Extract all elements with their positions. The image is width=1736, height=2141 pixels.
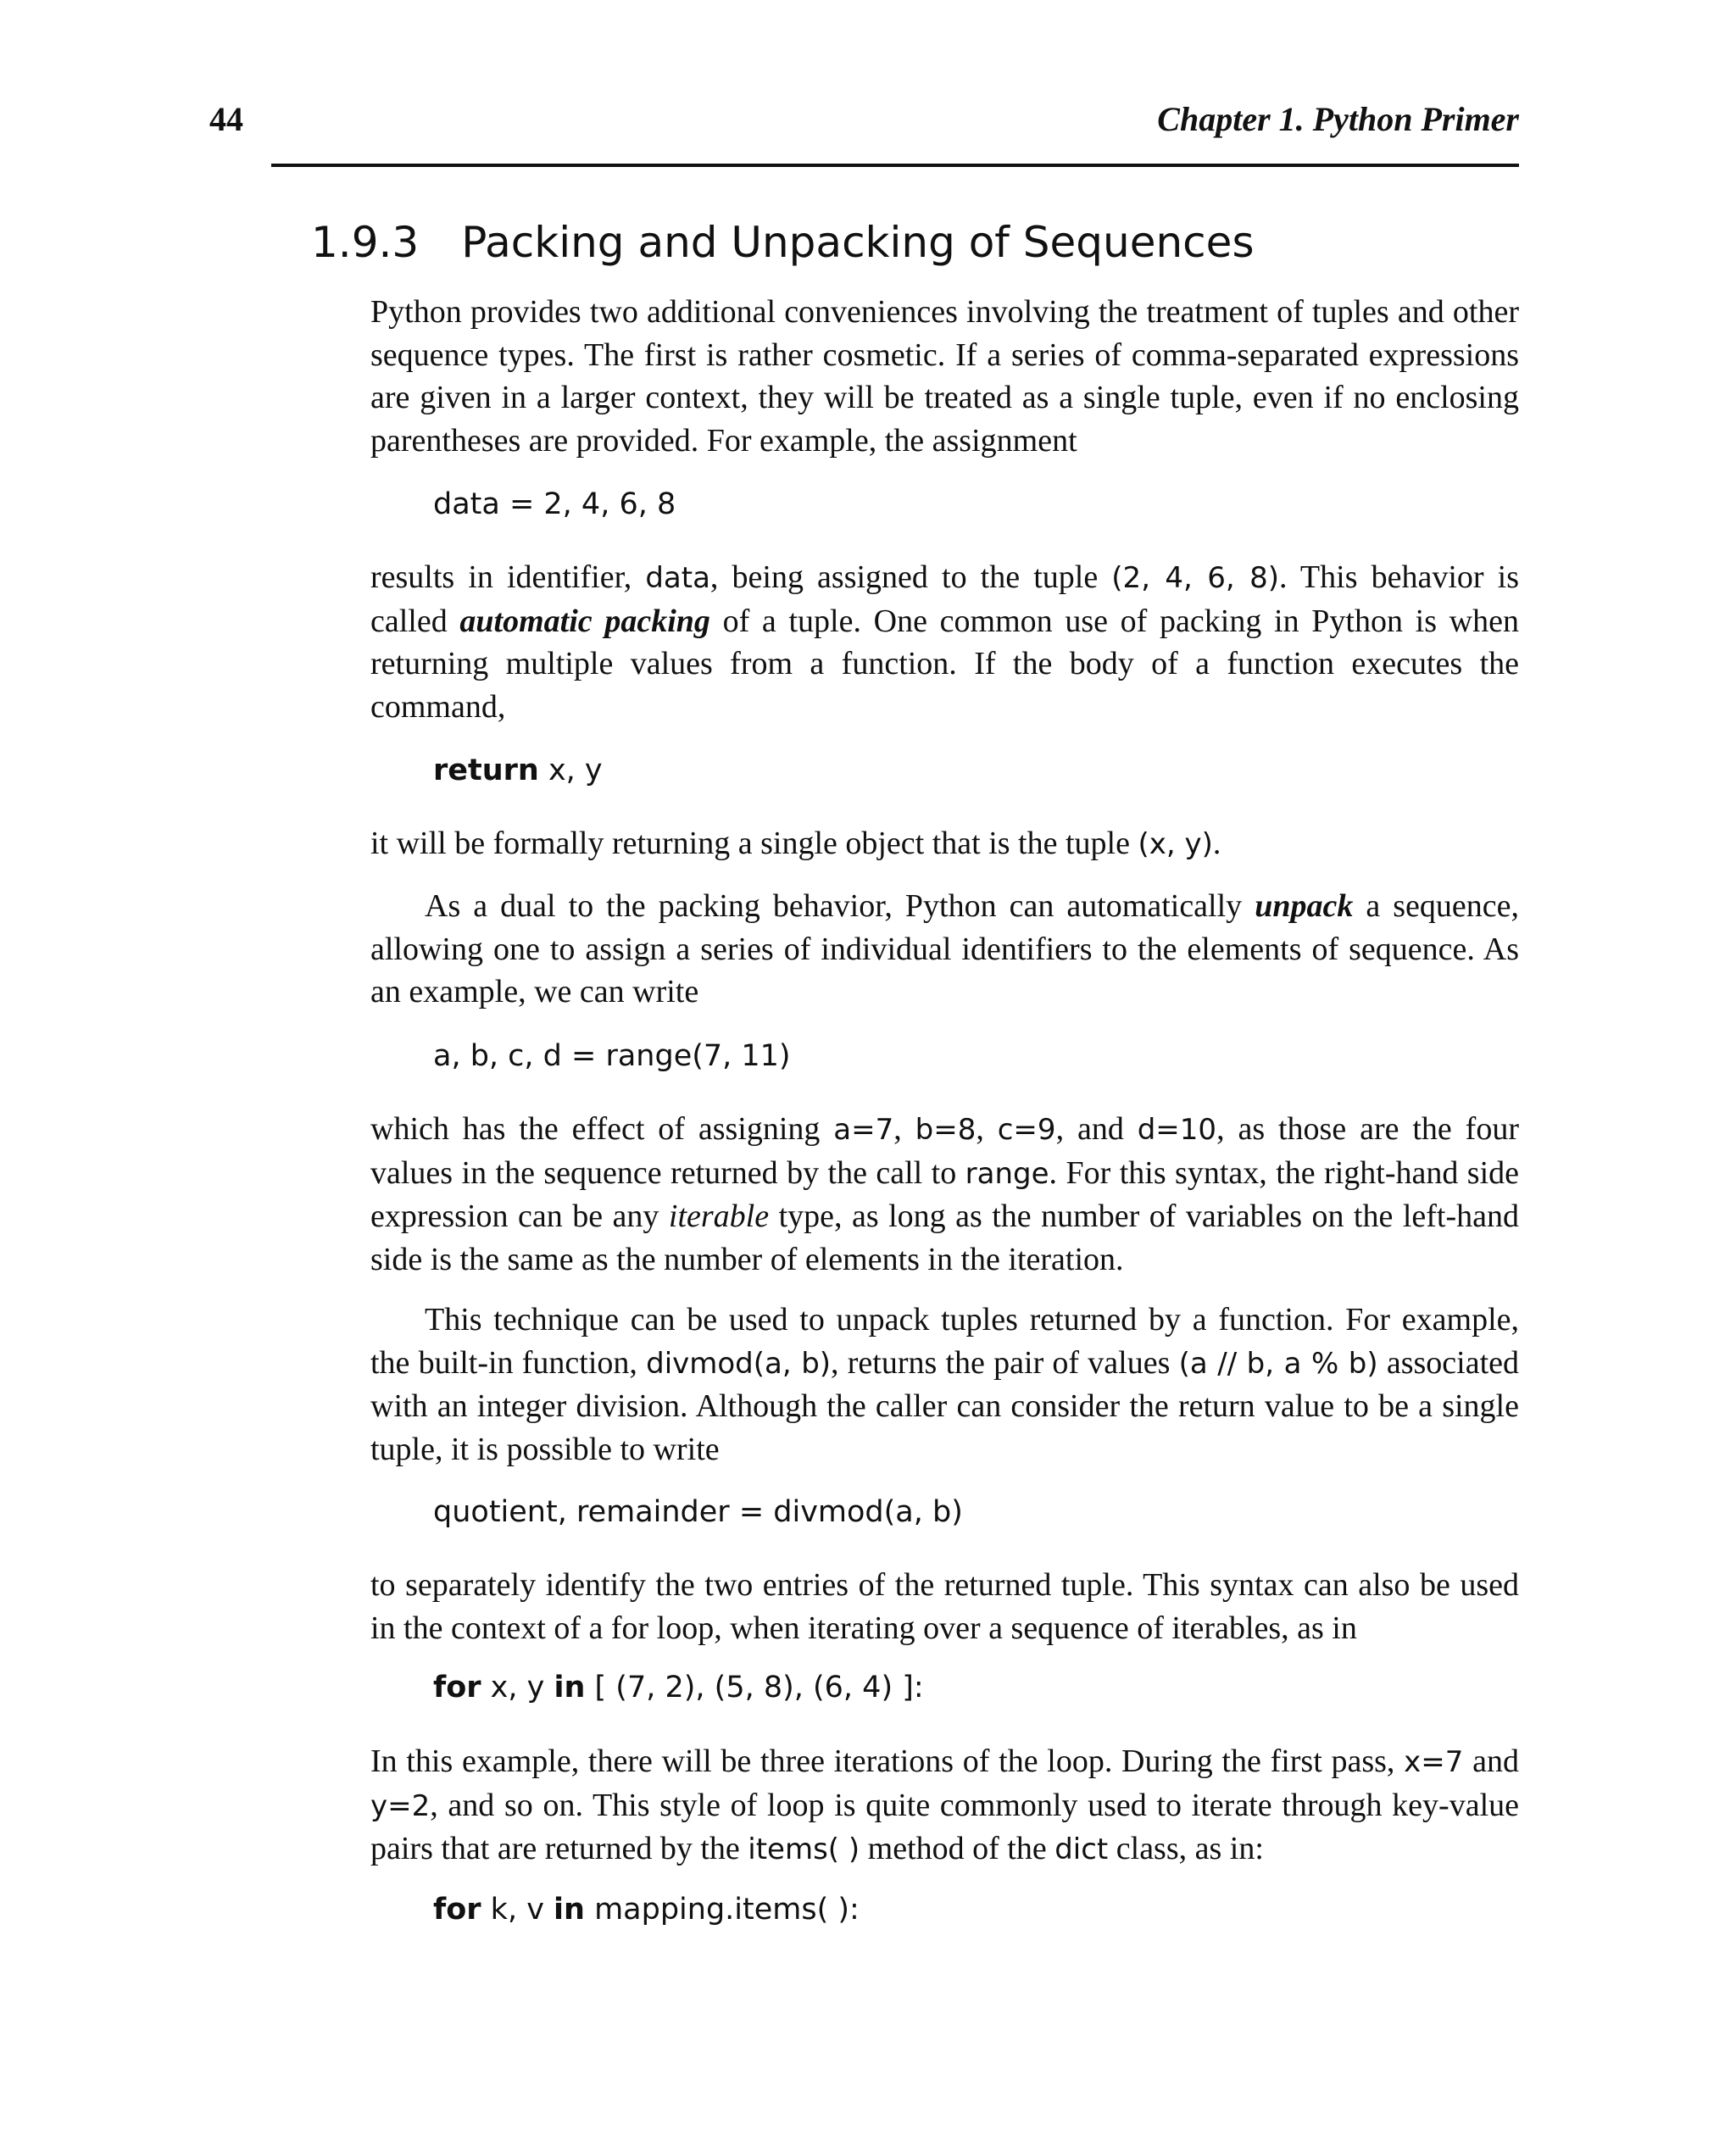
code-for-tuples: for x, y in [ (7, 2), (5, 8), (6, 4) ]: xyxy=(433,1671,924,1704)
inline-code-tuple: (2, 4, 6, 8) xyxy=(1111,561,1280,595)
code-quotient-remainder: quotient, remainder = divmod(a, b) xyxy=(433,1495,963,1529)
keyword-in: in xyxy=(554,1671,586,1704)
paragraph-intro: Python provides two additional conveniences involving the treatment of tuples and other sequence types. The first is rather cosmetic. If a series of comma-separated expressions are given in a larger context, they will be treated as a single tuple, even if no enclosing parentheses are provided. For example, the assignment xyxy=(370,294,1519,459)
paragraph-for-loop-context: to separately identify the two entries of the returned tuple. This syntax can also be used in the context of a for loop, when iterating over a sequence of iterables, as in xyxy=(370,1567,1519,1646)
keyword-for: for xyxy=(433,1893,481,1927)
code-data-assignment: data = 2, 4, 6, 8 xyxy=(433,487,676,521)
section-number: 1.9.3 xyxy=(311,217,420,267)
inline-code-items: items( ) xyxy=(748,1832,860,1866)
keyword-in: in xyxy=(554,1893,585,1927)
inline-code-xy: (x, y) xyxy=(1138,827,1213,861)
inline-code-range: range xyxy=(965,1156,1049,1191)
inline-code-dict: dict xyxy=(1054,1832,1109,1866)
section-heading xyxy=(311,212,1255,273)
inline-code-data: data xyxy=(645,561,710,595)
inline-code-divmod: divmod(a, b) xyxy=(646,1346,832,1381)
code-range-unpack: a, b, c, d = range(7, 11) xyxy=(433,1039,791,1073)
paragraph-unpack: As a dual to the packing behavior, Python can automatically unpack a sequence, allowing one to assign a series of individual identifiers to the elements of sequence. As an example, we can write xyxy=(370,888,1519,1009)
code-for-mapping-items: for k, v in mapping.items( ): xyxy=(433,1893,860,1927)
page-number: 44 xyxy=(209,100,243,138)
code-return: return x, y xyxy=(433,754,603,787)
keyword-for: for xyxy=(433,1671,481,1704)
term-iterable: iterable xyxy=(668,1198,770,1234)
section-title: Packing and Unpacking of Sequences xyxy=(461,217,1255,267)
running-head: Chapter 1. Python Primer xyxy=(1157,100,1519,138)
paragraph-automatic-packing: results in identifier, data, being assigned to the tuple (2, 4, 6, 8). This behavior is called automatic packing of a tuple. One common use of packing in Python is when returning multiple values from a function. If the body of a function executes the command, xyxy=(370,559,1519,725)
header-rule xyxy=(271,164,1519,167)
paragraph-returning-tuple: it will be formally returning a single object that is the tuple (x, y). xyxy=(370,826,1221,861)
term-unpack: unpack xyxy=(1255,888,1354,924)
term-automatic-packing: automatic packing xyxy=(459,603,710,639)
inline-code-quotient-pair: (a // b, a % b) xyxy=(1178,1346,1378,1381)
paragraph-divmod: This technique can be used to unpack tuples returned by a function. For example, the built-in function, divmod(a, b), returns the pair of values (a // b, a % b) associated with an integer division. Although the caller can consider the return value to be a single tuple, it is possible to write xyxy=(370,1302,1519,1467)
paragraph-iterable: which has the effect of assigning a=7, b=8, c=9, and d=10, as those are the four values in the sequence returned by the call to range. For this syntax, the right-hand side expression can be any iterable type, as long as the number of variables on the left-hand side is the same as the number of elements in the iteration. xyxy=(370,1111,1519,1277)
paragraph-iterations: In this example, there will be three iterations of the loop. During the first pass, x=7 and y=2, and so on. This style of loop is quite commonly used to iterate through key-value pairs that are returned by the items( ) method of the dict class, as in: xyxy=(370,1743,1519,1866)
keyword-return: return xyxy=(433,754,539,787)
